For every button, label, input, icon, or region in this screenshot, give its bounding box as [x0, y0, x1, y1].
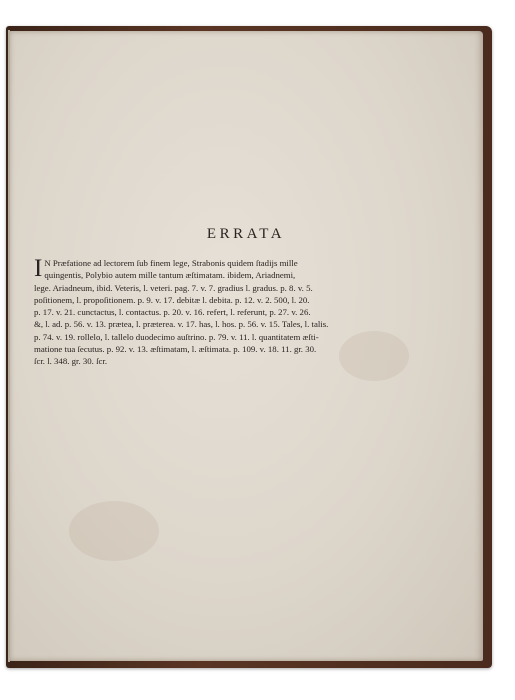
errata-line: &, l. ad. p. 56. v. 13. prætea, l. præterea. v. 17. has, l. hos. p. 56. v. 15. Tales, l. talis. [34, 319, 329, 330]
paper-stain [69, 501, 159, 561]
page-title: ERRATA [206, 226, 286, 242]
errata-line: p. 74. v. 19. rollelo, l. tallelo duodecimo auſtrino. p. 79. v. 11. l. quantitatem æſti- [34, 331, 319, 342]
errata-line: N Præfatione ad lectorem ſub finem lege, Strabonis quidem ſtadijs mille [44, 258, 298, 268]
errata-text [34, 257, 390, 368]
errata-line: quingentis, Polybio autem mille tantum æſtimatam. ibidem, Ariadnemi, [44, 270, 296, 281]
errata-line: matione tua ſecutus. p. 92. v. 13. æſtimatam, l. æſtimata. p. 109. v. 18. 11. gr. 30. [34, 344, 317, 355]
drop-cap: I [34, 255, 43, 282]
errata-line: poſitionem, l. propoſitionem. p. 9. v. 17. debitæ l. debita. p. 12. v. 2. 500, l. 20. [34, 294, 310, 305]
page-edge [8, 30, 10, 662]
book-page [9, 31, 483, 661]
errata-line: p. 17. v. 21. cunctactus, l. contactus. p. 20. v. 16. refert, l. referunt, p. 27. v. 26. [34, 307, 311, 318]
errata-line: lege. Ariadneum, ibid. Veteris, l. veteri. pag. 7. v. 7. gradius l. gradus. p. 8. v. 5. [34, 282, 313, 293]
errata-line: ſcr. l. 348. gr. 30. ſcr. [34, 356, 108, 367]
